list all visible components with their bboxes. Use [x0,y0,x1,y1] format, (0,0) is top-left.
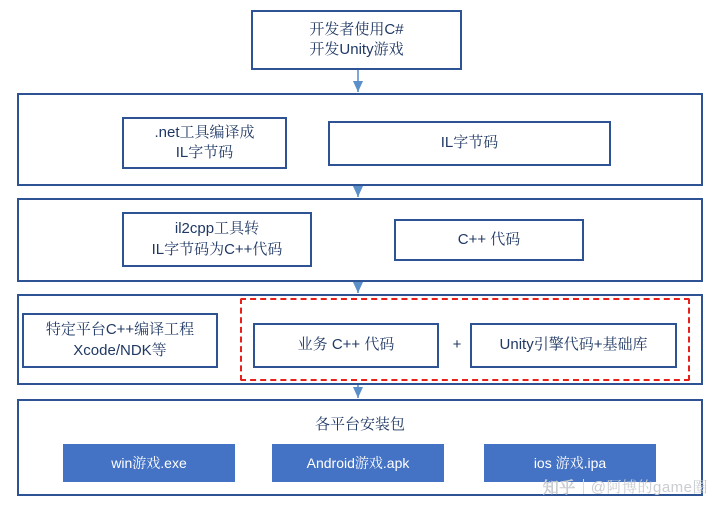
watermark [543,475,708,498]
node-net-compiler-line2: IL字节码 [175,144,234,161]
package-item-win-label: win游戏.exe [111,455,187,471]
node-net-compiler-line1: .net工具编译成 [154,123,255,141]
node-il-bytecode-label: IL字节码 [440,134,499,152]
node-developer-line1: 开发者使用C# [309,20,404,38]
package-item-android [272,444,444,482]
node-cpp-code-label: C++ 代码 [457,230,521,248]
node-il2cpp-tool [122,212,312,267]
plus-symbol [448,336,466,353]
node-cpp-code [394,219,584,261]
node-developer-unity [251,10,462,70]
watermark-divider [583,479,584,494]
node-business-cpp-label: 业务 C++ 代码 [297,336,395,354]
node-il-bytecode [328,121,611,166]
packages-heading-label: 各平台安装包 [314,416,405,433]
node-unity-engine-code-label: Unity引擎代码+基础库 [499,336,648,354]
node-business-cpp [253,323,439,368]
plus-symbol-label: + [452,336,462,353]
node-platform-toolchain [22,313,218,368]
node-unity-engine-code [470,323,677,368]
package-item-win [63,444,235,482]
package-item-android-label: Android游戏.apk [306,455,410,471]
node-developer-line2: 开发Unity游戏 [309,41,404,58]
node-il2cpp-tool-line1: il2cpp工具转 [174,220,260,238]
package-item-ios-label: ios 游戏.ipa [533,455,607,471]
watermark-author: @阿博的game圈 [590,479,708,496]
zhihu-logo-icon: 知乎 [542,480,576,497]
node-platform-toolchain-line1: 特定平台C++编译工程 [45,321,195,339]
node-il2cpp-tool-line2: IL字节码为C++代码 [151,240,283,258]
band-il2cpp [17,198,703,282]
node-net-compiler [122,117,287,169]
node-platform-toolchain-line2: Xcode/NDK等 [73,341,167,359]
packages-heading [17,413,703,434]
